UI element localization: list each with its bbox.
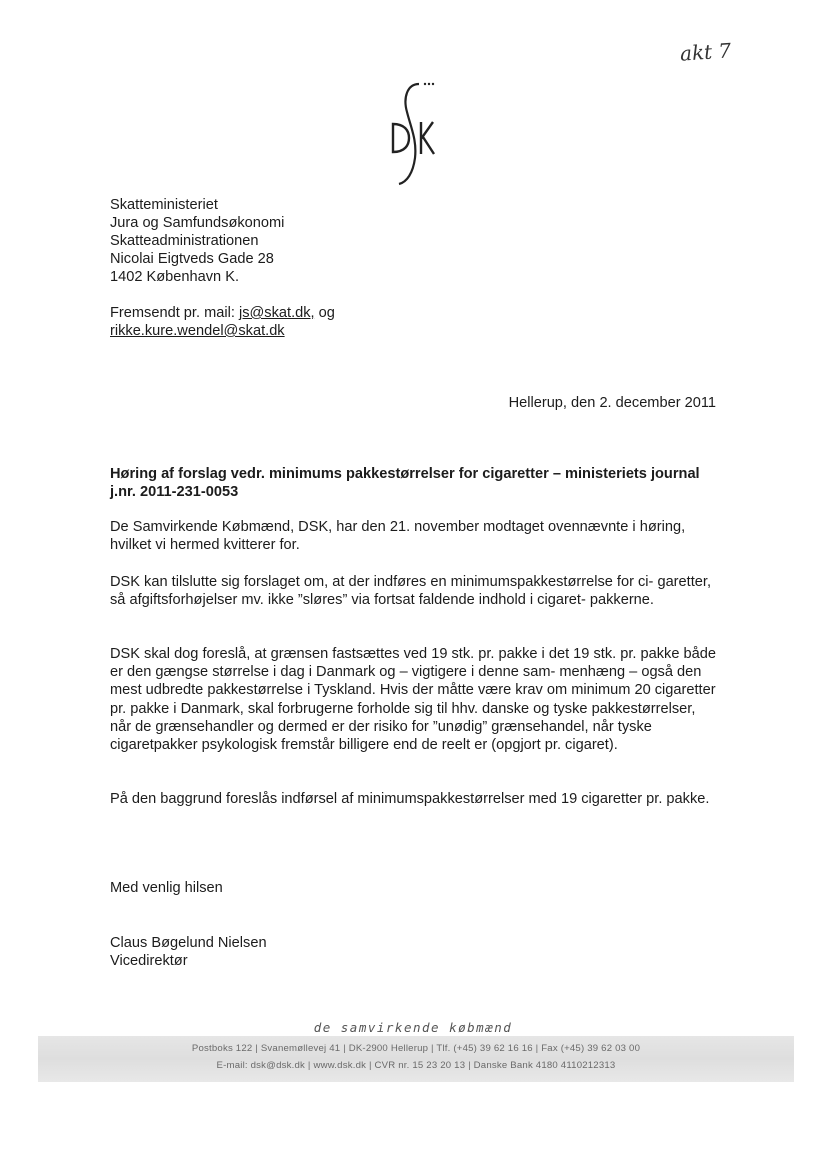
address-line: Jura og Samfundsøkonomi <box>110 215 285 231</box>
signature-block <box>110 934 267 970</box>
signature-name: Claus Bøgelund Nielsen <box>110 935 267 951</box>
address-line: Nicolai Eigtveds Gade 28 <box>110 251 274 267</box>
recipient-address <box>110 196 284 286</box>
email-link-js[interactable]: js@skat.dk, <box>238 305 315 321</box>
letter-subject: Høring af forslag vedr. minimums pakkestørrelser for cigaretter – ministeriets journal j.nr. 2011-231-0053 <box>110 466 700 500</box>
sent-joiner: og <box>314 305 335 321</box>
handwritten-annotation: akt 7 <box>679 38 732 66</box>
sent-by-mail <box>110 304 335 340</box>
address-line: Skatteadministrationen <box>110 233 259 249</box>
body-paragraph: DSK kan tilslutte sig forslaget om, at der indføres en minimumspakkestørrelse for ci- garetter, så afgiftsforhøjelser mv. ikke ”sløres” via fortsat faldende indhold i cigaret- pakkerne. <box>110 574 711 609</box>
email-link-rikke[interactable]: rikke.kure.wendel@skat.dk <box>110 323 285 339</box>
sent-prefix: Fremsendt pr. mail: <box>110 305 239 321</box>
signature-title: Vicedirektør <box>110 953 188 969</box>
footer-org-name: de samvirkende købmænd <box>313 1020 513 1035</box>
dsk-logo-mark <box>385 78 445 188</box>
letter-date: Hellerup, den 2. december 2011 <box>508 395 716 411</box>
dsk-logo <box>385 78 445 188</box>
body-paragraph: På den baggrund foreslås indførsel af minimumspakkestørrelser med 19 cigaretter pr. pakke. <box>110 791 710 807</box>
body-paragraph: De Samvirkende Købmænd, DSK, har den 21. november modtaget ovennævnte i høring, hvilket vi hermed kvitterer for. <box>110 519 686 554</box>
address-line: 1402 København K. <box>110 269 240 285</box>
body-paragraph: DSK skal dog foreslå, at grænsen fastsættes ved 19 stk. pr. pakke i det 19 stk. pr. pakke både er den gængse størrelse i dag i Danmark og – vigtigere i denne sam- menhæng – også den mest udbredte pakkestørrelse i Tyskland. Hvis der måtte være krav om minimum 20 cigaretter pr. pakke i Danmark, skal forbrugerne forholde sig til hhv. danske og tyske pakkestørrelser, når de grænsehandler og dermed er der risiko for ”unødig” grænsehandel, når tyske cigaretpakker psykologisk fremstår billigere end de reelt er (opgjort pr. cigaret). <box>110 646 716 754</box>
footer-contact-line: Postboks 122 | Svanemøllevej 41 | DK-2900 Hellerup | Tlf. (+45) 39 62 16 16 | Fax (+45) 39 62 03 00 <box>191 1043 641 1054</box>
closing: Med venlig hilsen <box>110 880 223 896</box>
address-line: Skatteministeriet <box>110 197 218 213</box>
footer-contact-line: E-mail: dsk@dsk.dk | www.dsk.dk | CVR nr. 15 23 20 13 | Danske Bank 4180 4110212313 <box>216 1060 616 1071</box>
